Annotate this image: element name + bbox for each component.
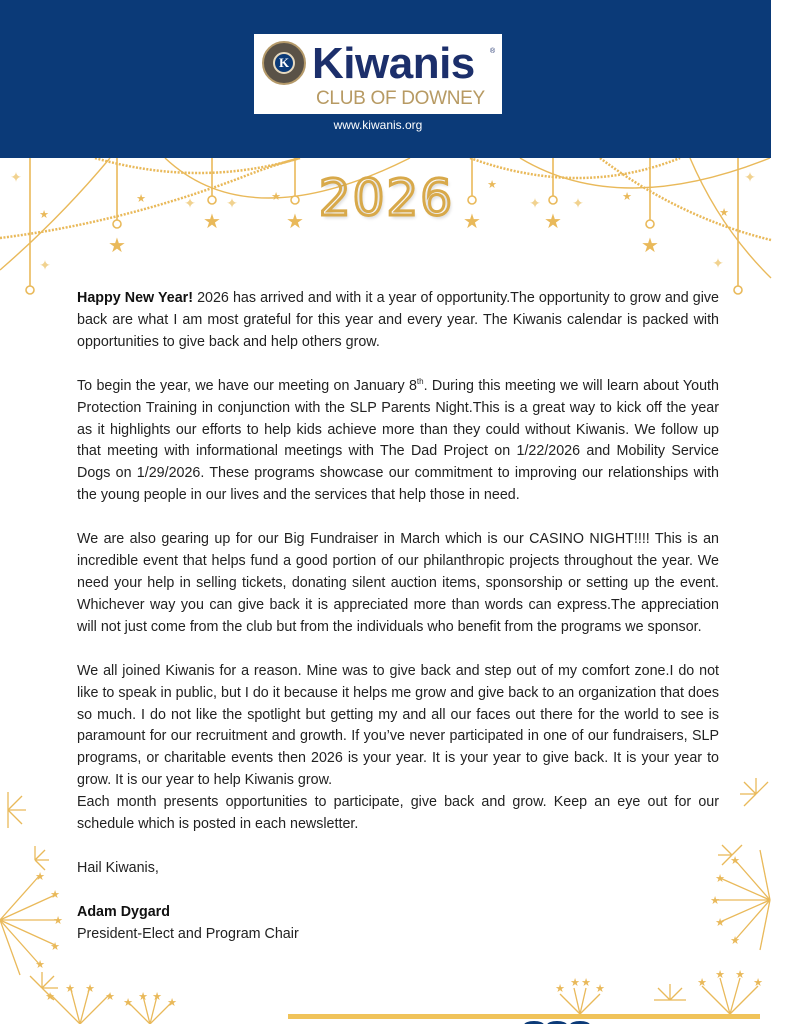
meetings-text-b: . During this meeting we will learn about Youth Protection Training in conjunction with the SLP Parents Night.This is a great way to kick off the year as it highlights our efforts to help kids achieve more than they could without Kiwanis. We follow up that meeting with informational meetings with The Dad Project on 1/22/2026 and Mobility Service Dogs on 1/29/2026. These programs showcase our commitment to improving our relationships with the young people in our lives and the services that help those in need. — [77, 377, 719, 504]
website-link[interactable]: www.kiwanis.org — [333, 118, 423, 132]
paragraph-why-kiwanis: We all joined Kiwanis for a reason. Mine was to give back and step out of my comfort zone.I do not like to speak in public, but I do it because it helps me grow and give back to an organization that does so much. I do not like the spotlight but getting my and all our faces out there for the world to see is paramount for our recruitment and growth. If you’ve never participated in one of our fundraisers, SLP programs, or charitable events then 2026 is your year. It is your year to give back. It is your year to grow. It is our year to help Kiwanis grow. — [77, 662, 719, 789]
svg-text:✦: ✦ — [529, 196, 541, 212]
svg-text:★: ★ — [65, 982, 75, 995]
paragraph-greeting — [77, 288, 719, 354]
svg-text:★: ★ — [39, 208, 49, 221]
ordinal-suffix: th — [416, 376, 424, 386]
svg-text:★: ★ — [167, 996, 177, 1009]
svg-text:★: ★ — [35, 870, 45, 883]
paragraph-january-meetings — [77, 376, 719, 507]
svg-text:★: ★ — [555, 982, 565, 995]
svg-text:✦: ✦ — [744, 170, 756, 186]
svg-text:★: ★ — [595, 982, 605, 995]
svg-text:★: ★ — [735, 968, 745, 981]
svg-text:★: ★ — [35, 958, 45, 971]
svg-text:★: ★ — [730, 934, 740, 947]
fireworks-left-decoration — [0, 770, 200, 1024]
svg-text:★: ★ — [715, 872, 725, 885]
svg-text:★: ★ — [136, 192, 146, 205]
greeting-bold: Happy New Year! — [77, 290, 193, 306]
registered-mark: ® — [490, 48, 496, 55]
svg-text:✦: ✦ — [39, 258, 51, 274]
signer-title: President-Elect and Program Chair — [77, 925, 299, 942]
svg-text:★: ★ — [715, 916, 725, 929]
meetings-text-a: To begin the year, we have our meeting on January 8 — [77, 377, 417, 394]
svg-text:★: ★ — [487, 178, 497, 191]
svg-text:★: ★ — [138, 990, 148, 1003]
svg-text:★: ★ — [715, 968, 725, 981]
svg-text:★: ★ — [710, 894, 720, 907]
fireworks-right-decoration — [520, 760, 791, 1024]
svg-text:★: ★ — [85, 982, 95, 995]
svg-text:★: ★ — [570, 976, 580, 989]
svg-text:★: ★ — [45, 990, 55, 1003]
kiwanis-logo — [254, 34, 502, 114]
svg-text:✦: ✦ — [10, 170, 22, 186]
svg-text:★: ★ — [719, 206, 729, 219]
svg-text:★: ★ — [152, 990, 162, 1003]
header-banner — [0, 0, 771, 158]
svg-text:★: ★ — [286, 209, 304, 233]
svg-text:★: ★ — [463, 209, 481, 233]
svg-text:★: ★ — [271, 190, 281, 203]
svg-text:★: ★ — [622, 190, 632, 203]
svg-text:★: ★ — [50, 940, 60, 953]
signer-name: Adam Dygard — [77, 903, 170, 920]
kiwanis-emblem-icon — [262, 41, 306, 85]
svg-text:★: ★ — [108, 233, 126, 257]
paragraph-schedule: Each month presents opportunities to participate, give back and grow. Keep an eye out for our schedule which is posted in each newsletter. — [77, 794, 719, 833]
logo-subtitle: CLUB OF DOWNEY — [316, 88, 485, 109]
svg-text:★: ★ — [730, 854, 740, 867]
svg-text:★: ★ — [641, 233, 659, 257]
year-2026-ornament: 2026 — [318, 169, 455, 227]
paragraph-casino-night: We are also gearing up for our Big Fundraiser in March which is our CASINO NIGHT!!!! This is an incredible event that helps fund a good portion of our philanthropic projects throughout the year. We need your help in selling tickets, donating silent auction items, sponsorship or setting up the event. Whichever way you can give back it is appreciated more than words can express.The appreciation will not just come from the club but from the individuals who benefit from the programs we sponsor. — [77, 531, 719, 635]
emblem-letter: K — [273, 52, 295, 74]
svg-text:✦: ✦ — [572, 196, 584, 212]
svg-text:★: ★ — [50, 888, 60, 901]
svg-text:✦: ✦ — [712, 256, 724, 272]
svg-text:★: ★ — [123, 996, 133, 1009]
footer-partial-graphic — [522, 1019, 592, 1024]
svg-text:★: ★ — [753, 976, 763, 989]
svg-text:✦: ✦ — [226, 196, 238, 212]
svg-text:★: ★ — [105, 990, 115, 1003]
logo-wordmark: Kiwanis — [312, 39, 475, 88]
svg-text:★: ★ — [203, 209, 221, 233]
svg-text:★: ★ — [581, 976, 591, 989]
svg-text:★: ★ — [53, 914, 63, 927]
svg-text:★: ★ — [544, 209, 562, 233]
svg-text:✦: ✦ — [184, 196, 196, 212]
greeting-text: 2026 has arrived and with it a year of opportunity.The opportunity to grow and give back are what I am most grateful for this year and every year. The Kiwanis calendar is packed with opportunities to give back and help others grow. — [77, 290, 719, 350]
svg-text:★: ★ — [697, 976, 707, 989]
closing-line: Hail Kiwanis, — [77, 859, 159, 876]
